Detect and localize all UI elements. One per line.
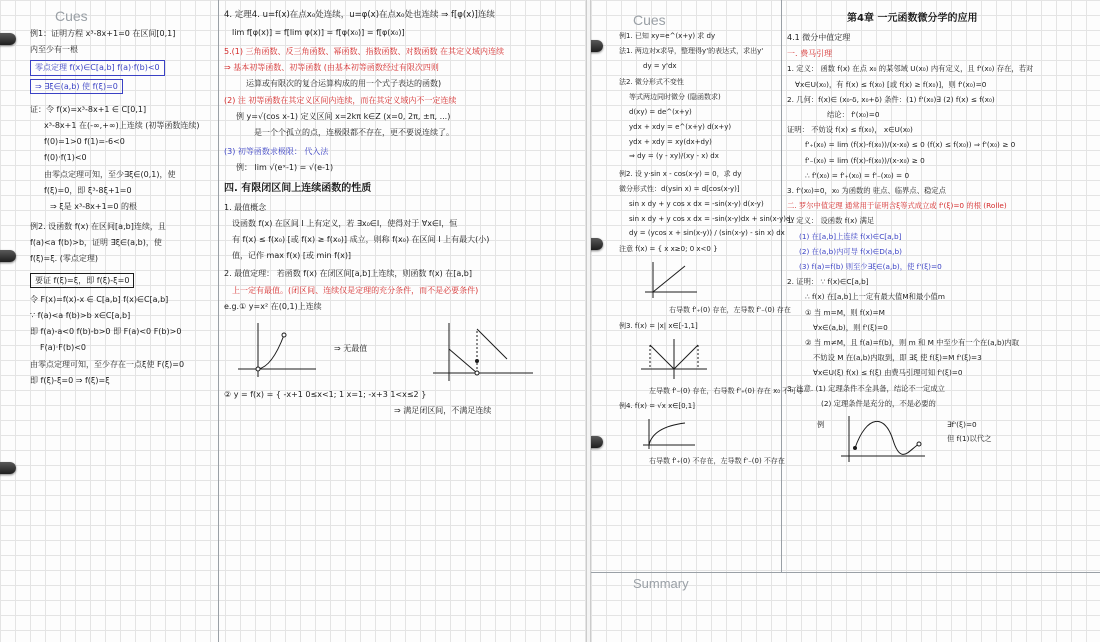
- method-one-result: dy = y'dx: [643, 61, 677, 70]
- rolle-proof: 2. 证明： ∵ f(x)∈C[a,b]: [787, 277, 869, 287]
- limit-substitution: (3) 初等函数求极限： 代入法: [224, 147, 329, 157]
- section-title: 4.1 微分中值定理: [787, 33, 851, 42]
- example-statement: 例2. 设 y·sin x - cos(x-y) = 0，求 dy: [619, 170, 742, 179]
- cues-label: Cues: [633, 12, 666, 28]
- rolle-condition: (1) 在[a,b]上连续 f(x)∈C[a,b]: [799, 231, 902, 241]
- cues-label: Cues: [55, 8, 88, 24]
- method-two-result: ⇒ dy = (y - xy)/(xy - x) dx: [629, 152, 719, 161]
- limit-example: 例： lim √(eˣ-1) = √(e-1): [236, 163, 334, 173]
- right-cue-column: [619, 32, 804, 472]
- example-statement: 例1：证明方程 x³-8x+1=0 在区间[0,1]: [30, 29, 176, 38]
- fermat-geometry: 2. 几何：f(x)∈ (x₀-δ, x₀+δ) 条件：(1) f'(x₀)∃ (2) f(x) ≤ f(x₀): [787, 94, 995, 104]
- fermat-proof-result: ∴ f'(x₀) = f'₊(x₀) = f'₋(x₀) = 0: [805, 170, 910, 180]
- method-two-line: ydx + xdy = e^(x+y) d(x+y): [629, 122, 732, 131]
- summary-label: Summary: [633, 576, 689, 591]
- proof-line: 由零点定理可知，至少存在一点ξ使 F(ξ)=0: [30, 359, 185, 369]
- fermat-lemma-heading: 一. 费马引理: [787, 49, 833, 59]
- example-statement: f(ξ)=ξ. (零点定理): [30, 254, 99, 264]
- example-statement: 例4. f(x) = √x x∈[0,1]: [619, 402, 695, 411]
- example-statement: 例3. f(x) = |x| x∈[-1,1]: [619, 321, 698, 330]
- piecewise-graph: [429, 319, 539, 383]
- extreme-value-theorem-note: 上一定有最值。(闭区间、连续仅是定理的充分条件，而不是必要条件): [232, 285, 479, 295]
- proof-line: F(a)·F(b)<0: [40, 343, 87, 353]
- zero-point-theorem-box: ⇒ ∃ξ∈(a,b) 使 f(ξ)=0: [30, 79, 123, 94]
- example-two: ② y = f(x) = { -x+1 0≤x<1; 1 x=1; -x+3 1<x≤2 }: [224, 389, 427, 399]
- theorem-4: 4. 定理4. u=f(x)在点x₀处连续，u=φ(x)在点x₀处也连续 ⇒ f[φ(x)]连续: [224, 10, 495, 20]
- binder-ring: [590, 238, 603, 250]
- cue-column-divider: [781, 0, 782, 572]
- example-remark: 是一个个孤立的点，连极限都不存在，更不要说连续了。: [254, 128, 454, 138]
- subsection-heading: 1. 最值概念: [224, 202, 267, 212]
- proof-line: 由零点定理可知，至少∃ξ∈(0,1)，使: [44, 169, 176, 179]
- example-two-conclusion: ⇒ 满足闭区间，不满足连续: [394, 406, 492, 416]
- example-one: e.g.① y=x² 在(0,1)上连续: [224, 301, 322, 311]
- derivative-note: 右导数 f'₊(0) 不存在，左导数 f'₋(0) 不存在: [649, 457, 785, 466]
- differential-result: dy = (ycos x + sin(x-y)) / (sin(x-y) - sin x) dx: [629, 229, 785, 238]
- binder-ring: [0, 250, 16, 262]
- rolle-condition: (2) 在(a,b)内可导 f(x)∈D(a,b): [799, 246, 902, 256]
- example-graphs-row: [224, 317, 582, 385]
- right-notebook-page: [590, 0, 1100, 642]
- chapter-title: 第4章 一元函数微分学的应用: [847, 13, 978, 24]
- left-notes-column: [224, 10, 582, 421]
- differential-line: 微分形式性：d(ysin x) = d[cos(x-y)]: [619, 184, 740, 193]
- right-notes-column: [787, 10, 1095, 464]
- rolle-example-row: [787, 414, 1095, 464]
- differential-line: sin x dy + y cos x dx = -sin(x-y) d(x-y): [629, 199, 764, 208]
- zero-point-theorem-box: 零点定理 f(x)∈C[a,b] f(a)·f(b)<0: [30, 60, 165, 75]
- elementary-functions-definition: ⇒ 基本初等函数、初等函数 (由基本初等函数经过有限次四则: [224, 63, 439, 73]
- fermat-proof-line: f'₋(x₀) = lim (f(x)-f(x₀))/(x-x₀) ≥ 0: [805, 155, 925, 165]
- example-domain: 例 y=√(cos x-1) 定义区间 x=2kπ k∈Z (x=0, 2π, ±π, ...): [236, 111, 451, 121]
- example-statement: 例2. 设函数 f(x) 在区间[a,b]连续，且: [30, 222, 166, 232]
- rolle-proof-line: ② 当 m≠M，且 f(a)=f(b)，则 m 和 M 中至少有一个在(a,b)内取: [805, 338, 1020, 348]
- no-extremum-conclusion: ⇒ 无最值: [334, 343, 368, 353]
- fermat-definition: 1. 定义： 函数 f(x) 在点 x₀ 的某邻域 U(x₀) 内有定义，且 f'(x₀) 存在，若对: [787, 64, 1034, 74]
- rolle-note: (2) 定理条件是充分的，不是必要的: [821, 398, 936, 408]
- parabola-graph: [230, 319, 320, 381]
- proof-line: ∵ f(a)<a f(b)>b x∈C[a,b]: [30, 311, 131, 320]
- extreme-value-theorem: 2. 最值定理： 若函数 f(x) 在闭区间[a,b]上连续，则函数 f(x) 在[a,b]: [224, 269, 473, 279]
- elementary-functions-definition: 运算或有限次的复合运算构成的用一个式子表达的函数): [246, 79, 442, 89]
- sqrt-graph: [639, 417, 699, 451]
- elementary-functions-list: 5.(1) 三角函数、反三角函数、幂函数、指数函数、对数函数 在其定义域内连续: [224, 47, 505, 57]
- continuity-note: (2) 注 初等函数在其定义区间内连续，而在其定义域内不一定连续: [224, 95, 457, 105]
- cue-column-divider: [218, 0, 219, 642]
- example-label: 例: [817, 420, 825, 430]
- method-two-line: d(xy) = de^(x+y): [629, 107, 692, 116]
- fermat-proof-line: f'₊(x₀) = lim (f(x)-f(x₀))/(x-x₀) ≤ 0 (f(x) ≤ f(x₀)) ⇒ f'(x₀) ≥ 0: [805, 140, 1016, 150]
- goal-box: 要证 f(ξ)=ξ，即 f(ξ)-ξ=0: [30, 273, 134, 288]
- binder-ring: [590, 436, 603, 448]
- rolle-example-graph: [837, 414, 927, 464]
- extremum-definition: 设函数 f(x) 在区间 I 上有定义，若 ∃x₀∈I，使得对于 ∀x∈I，恒: [232, 218, 458, 228]
- rolle-note: 3. 注意. (1) 定理条件不全具备，结论不一定成立: [787, 383, 945, 393]
- proof-line: 令 F(x)=f(x)-x ∈ C[a,b] f(x)∈C[a,b]: [30, 294, 169, 304]
- rolle-heading: 二. 罗尔中值定理 通常用于证明含ξ等式成立或 f'(ξ)=0 的根 (Rolle): [787, 201, 1007, 211]
- example-statement: 例1. 已知 xy=e^(x+y) 求 dy: [619, 32, 716, 40]
- fermat-proof: 证明： 不妨设 f(x) ≤ f(x₀)， x∈U(x₀): [787, 125, 913, 135]
- rolle-proof-line: 不妨设 M 在(a,b)内取到，即 ∃ξ 使 f(ξ)=M f'(ξ)=3: [813, 353, 982, 363]
- derivative-note: 左导数 f'₋(0) 存在，右导数 f'₊(0) 存在 x₀ 不可导: [649, 386, 804, 395]
- rolle-proof-line: ∀x∈(a,b)，则 f'(ξ)=0: [813, 322, 888, 332]
- example-result: ∃f'(ξ)=0: [947, 420, 977, 430]
- binder-ring: [590, 40, 603, 52]
- proof-line: f(0)=1>0 f(1)=-6<0: [44, 137, 125, 147]
- step-function-graph: [641, 260, 701, 300]
- differential-line: sin x dy + y cos x dx = -sin(x-y)dx + sin(x-y)dy: [629, 214, 795, 223]
- proof-line: 证：令 f(x)=x³-8x+1 ∈ C[0,1]: [30, 104, 147, 114]
- example-result: 但 f(1)以代之: [947, 434, 992, 444]
- rolle-proof-line: ∀x∈U(ξ) f(x) ≤ f(ξ) 由费马引理可知 f'(ξ)=0: [813, 368, 963, 378]
- extremum-notation: 值，记作 max f(x) [或 min f(x)]: [232, 251, 352, 261]
- example-statement: 内至少有一根: [30, 45, 78, 55]
- proof-line: f(ξ)=0，即 ξ³-8ξ+1=0: [44, 185, 132, 195]
- binder-ring: [0, 33, 16, 45]
- proof-line: x³-8x+1 在(-∞,+∞)上连续 (初等函数连续): [44, 120, 200, 130]
- rolle-condition: (3) f(a)=f(b) 则至少∃ξ∈(a,b)，使 f'(ξ)=0: [799, 262, 942, 272]
- absolute-value-graph: [639, 337, 709, 381]
- limit-composition-formula: lim f[φ(x)] = f[lim φ(x)] = f[φ(x₀)] = f[φ(x₀)]: [232, 27, 405, 37]
- example-statement: f(a)<a f(b)>b，证明 ∃ξ∈(a,b)，使: [30, 238, 162, 248]
- rolle-proof-line: ∴ f(x) 在[a,b]上一定有最大值M和最小值m: [805, 292, 945, 302]
- stationary-point-note: 3. f'(x₀)=0，x₀ 为函数的 驻点、临界点、稳定点: [787, 186, 946, 195]
- proof-line: 即 f(a)-a<0 f(b)-b>0 即 F(a)<0 F(b)>0: [30, 327, 182, 337]
- summary-divider: [591, 572, 1100, 573]
- proof-line: f(0)·f(1)<0: [44, 153, 87, 163]
- method-two-line: 等式两边同时微分 (隐函数求): [629, 93, 721, 102]
- left-cue-column: [30, 28, 215, 391]
- proof-conclusion: 即 f(ξ)-ξ=0 ⇒ f(ξ)=ξ: [30, 375, 110, 385]
- rolle-definition: 1. 定义： 设函数 f(x) 满足: [787, 216, 875, 226]
- fermat-definition: ∀x∈U(x₀)，有 f(x) ≤ f(x₀) [或 f(x) ≥ f(x₀)]，则 f'(x₀)=0: [795, 79, 987, 89]
- binder-ring: [0, 462, 16, 474]
- fermat-conclusion: 结论： f'(x₀)=0: [827, 109, 880, 119]
- method-two-line: ydx + xdy = xy(dx+dy): [629, 137, 712, 146]
- method-two: 法2. 微分形式不变性: [619, 78, 684, 87]
- extremum-definition: 有 f(x) ≤ f(x₀) [或 f(x) ≥ f(x₀)] 成立，则称 f(x₀) 在区间 I 上有最大(小): [232, 234, 490, 244]
- proof-conclusion: ⇒ ξ是 x³-8x+1=0 的根: [50, 201, 138, 211]
- derivative-note: 右导数 f'₊(0) 存在，左导数 f'₋(0) 存在: [669, 305, 791, 314]
- note-piecewise: 注意 f(x) = { x x≥0; 0 x<0 }: [619, 245, 718, 254]
- section-heading: 四. 有限闭区间上连续函数的性质: [224, 182, 372, 194]
- method-one: 法1. 两边对x求导，整理得y'的表达式，求出y': [619, 46, 764, 55]
- rolle-proof-line: ① 当 m=M，则 f(x)=M: [805, 307, 885, 317]
